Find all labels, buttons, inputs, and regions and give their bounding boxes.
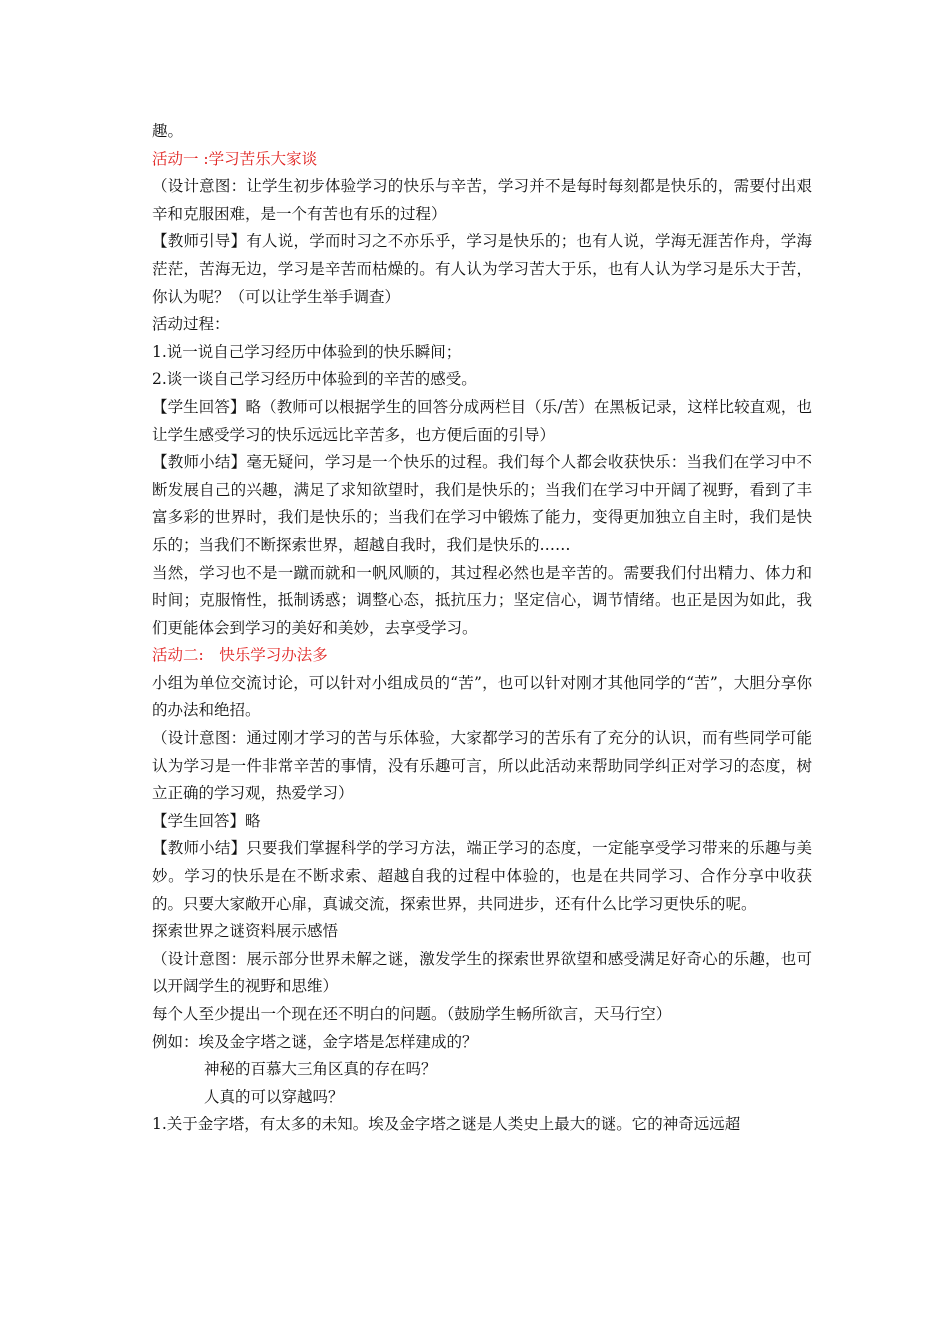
document-body: [152, 118, 812, 1139]
teacher-summary-paragraph: 【教师小结】毫无疑问，学习是一个快乐的过程。我们每个人都会收获快乐：当我们在学习中不断发展自己的兴趣，满足了求知欲望时，我们是快乐的；当我们在学习中开阔了视野，看到了丰富多彩的世界时，我们是快乐的；当我们在学习中锻炼了能力，变得更加独立自主时，我们是快乐的；当我们不断探索世界，超越自我时，我们是快乐的……: [152, 453, 812, 554]
learning-hardship-paragraph: 当然，学习也不是一蹴而就和一帆风顺的，其过程必然也是辛苦的。需要我们付出精力、体力和时间；克服惰性，抵制诱惑；调整心态，抵抗压力；坚定信心，调节情绪。也正是因为如此，我们更能体会到学习的美好和美妙，去享受学习。: [152, 563, 812, 637]
paragraph-continuation: 趣。: [152, 122, 184, 140]
design-intent-paragraph: （设计意图：让学生初步体验学习的快乐与辛苦，学习并不是每时每刻都是快乐的，需要付出艰辛和克服困难，是一个有苦也有乐的过程）: [152, 177, 812, 223]
design-intent-paragraph-3: （设计意图：展示部分世界未解之谜，激发学生的探索世界欲望和感受满足好奇心的乐趣，也可以开阔学生的视野和思维）: [152, 949, 812, 996]
activity-process-label: 活动过程：: [152, 315, 230, 334]
example-pyramid: 例如：埃及金字塔之谜，金字塔是怎样建成的？: [152, 1032, 478, 1051]
activity-two-heading: 活动二: 快乐学习办法多: [152, 646, 328, 665]
process-step-2: 2.谈一谈自己学习经历中体验到的辛苦的感受。: [152, 370, 477, 389]
group-discussion-paragraph: 小组为单位交流讨论，可以针对小组成员的“苦”，也可以针对刚才其他同学的“苦”，大胆分享你的办法和绝招。: [152, 673, 812, 720]
example-bermuda: 神秘的百慕大三角区真的存在吗？: [204, 1060, 437, 1079]
question-prompt: 每个人至少提出一个现在还不明白的问题。（鼓励学生畅所欲言，天马行空）: [152, 1005, 672, 1023]
design-intent-paragraph-2: （设计意图：通过刚才学习的苦与乐体验，大家都学习的苦乐有了充分的认识，而有些同学可能认为学习是一件非常辛苦的事情，没有乐趣可言，所以此活动来帮助同学纠正对学习的态度，树立正确的学习观，热爱学习）: [152, 729, 812, 803]
student-answer-short: 【学生回答】略: [152, 811, 261, 830]
pyramid-paragraph: 1.关于金字塔，有太多的未知。埃及金字塔之谜是人类史上最大的谜。它的神奇远远超: [152, 1115, 741, 1134]
teacher-summary-paragraph-2: 【教师小结】只要我们掌握科学的学习方法，端正学习的态度，一定能享受学习带来的乐趣与美妙。学习的快乐是在不断求索、超越自我的过程中体验的，也是在共同学习、合作分享中收获的。只要大家敞开心扉，真诚交流，探索世界，共同进步，还有什么比学习更快乐的呢。: [152, 839, 812, 913]
activity-one-heading: 活动一 :学习苦乐大家谈: [152, 149, 318, 168]
example-time-travel: 人真的可以穿越吗？: [204, 1087, 344, 1106]
explore-world-title: 探索世界之谜资料展示感悟: [152, 922, 339, 941]
teacher-guide-paragraph: 【教师引导】有人说，学而时习之不亦乐乎，学习是快乐的；也有人说，学海无涯苦作舟，学海茫茫，苦海无边，学习是辛苦而枯燥的。有人认为学习苦大于乐，也有人认为学习是乐大于苦，你认为呢？（可以让学生举手调查）: [152, 232, 812, 306]
process-step-1: 1.说一说自己学习经历中体验到的快乐瞬间；: [152, 342, 462, 361]
student-answer-paragraph: 【学生回答】略（教师可以根据学生的回答分成两栏目（乐/苦）在黑板记录，这样比较直观，也让学生感受学习的快乐远远比辛苦多，也方便后面的引导）: [152, 397, 812, 444]
